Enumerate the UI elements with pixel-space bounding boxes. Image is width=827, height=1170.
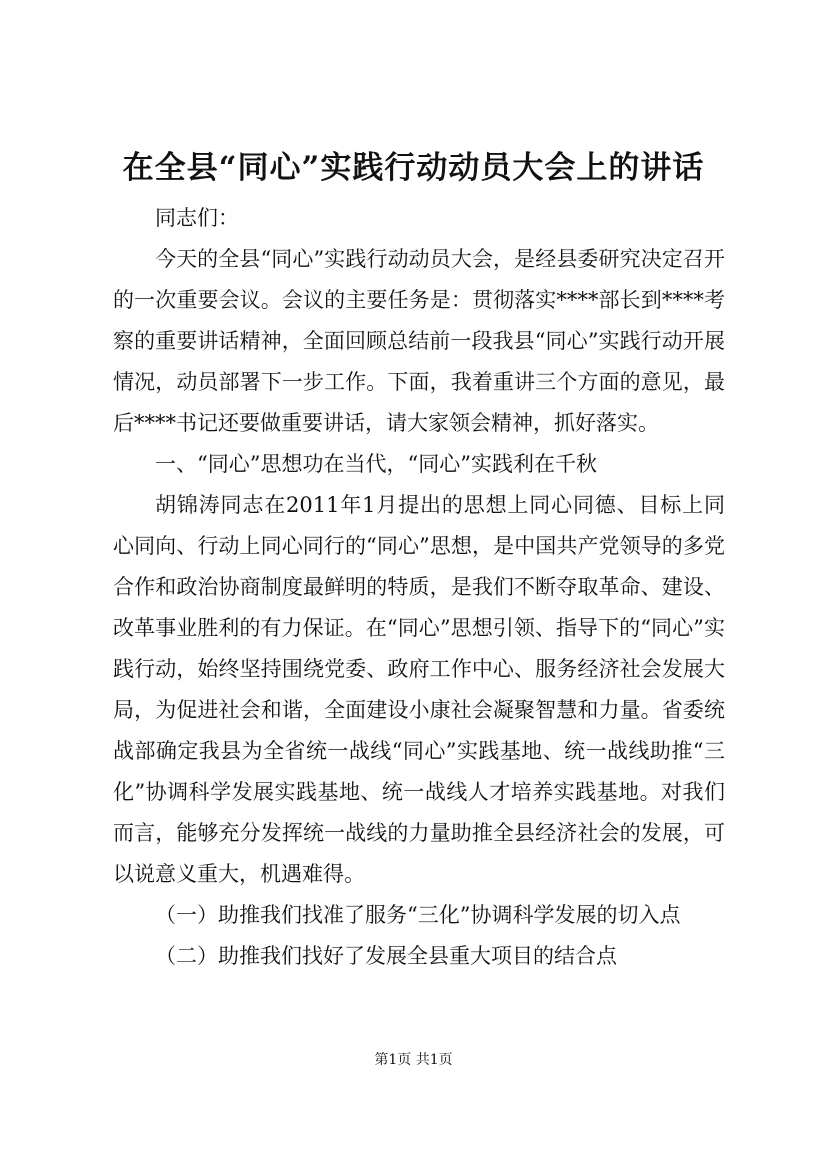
paragraph-intro: 今天的全县“同心”实践行动动员大会，是经县委研究决定召开的一次重要会议。会议的主要任务是：贯彻落实****部长到****考察的重要讲话精神，全面回顾总结前一段我县“同心”实践行动开展情况，动员部署下一步工作。下面，我着重讲三个方面的意见，最后****书记还要做重要讲话，请大家领会精神，抓好落实。: [113, 247, 725, 435]
page-footer: 第1页 共1页: [374, 1052, 453, 1068]
paragraph-section-1: 胡锦涛同志在2011年1月提出的思想上同心同德、目标上同心同向、行动上同心同行的“同心”思想，是中国共产党领导的多党合作和政治协商制度最鲜明的特质，是我们不断夺取革命、建设、改革事业胜利的有力保证。在“同心”思想引领、指导下的“同心”实践行动，始终坚持围绕党委、政府工作中心、服务经济社会发展大局，为促进社会和谐，全面建设小康社会凝聚智慧和力量。省委统战部确定我县为全省统一战线“同心”实践基地、统一战线助推“三化”协调科学发展实践基地、统一战线人才培养实践基地。对我们而言，能够充分发挥统一战线的力量助推全县经济社会的发展，可以说意义重大，机遇难得。: [113, 493, 725, 886]
subheading-1: （一）助推我们找准了服务“三化”协调科学发展的切入点: [155, 903, 681, 927]
subheading-2: （二）助推我们找好了发展全县重大项目的结合点: [155, 944, 617, 968]
greeting: 同志们：: [155, 206, 239, 230]
document-title: 在全县“同心”实践行动动员大会上的讲话: [122, 150, 705, 186]
section-heading-1: 一、“同心”思想功在当代，“同心”实践利在千秋: [155, 452, 597, 476]
document-body: [113, 198, 725, 977]
